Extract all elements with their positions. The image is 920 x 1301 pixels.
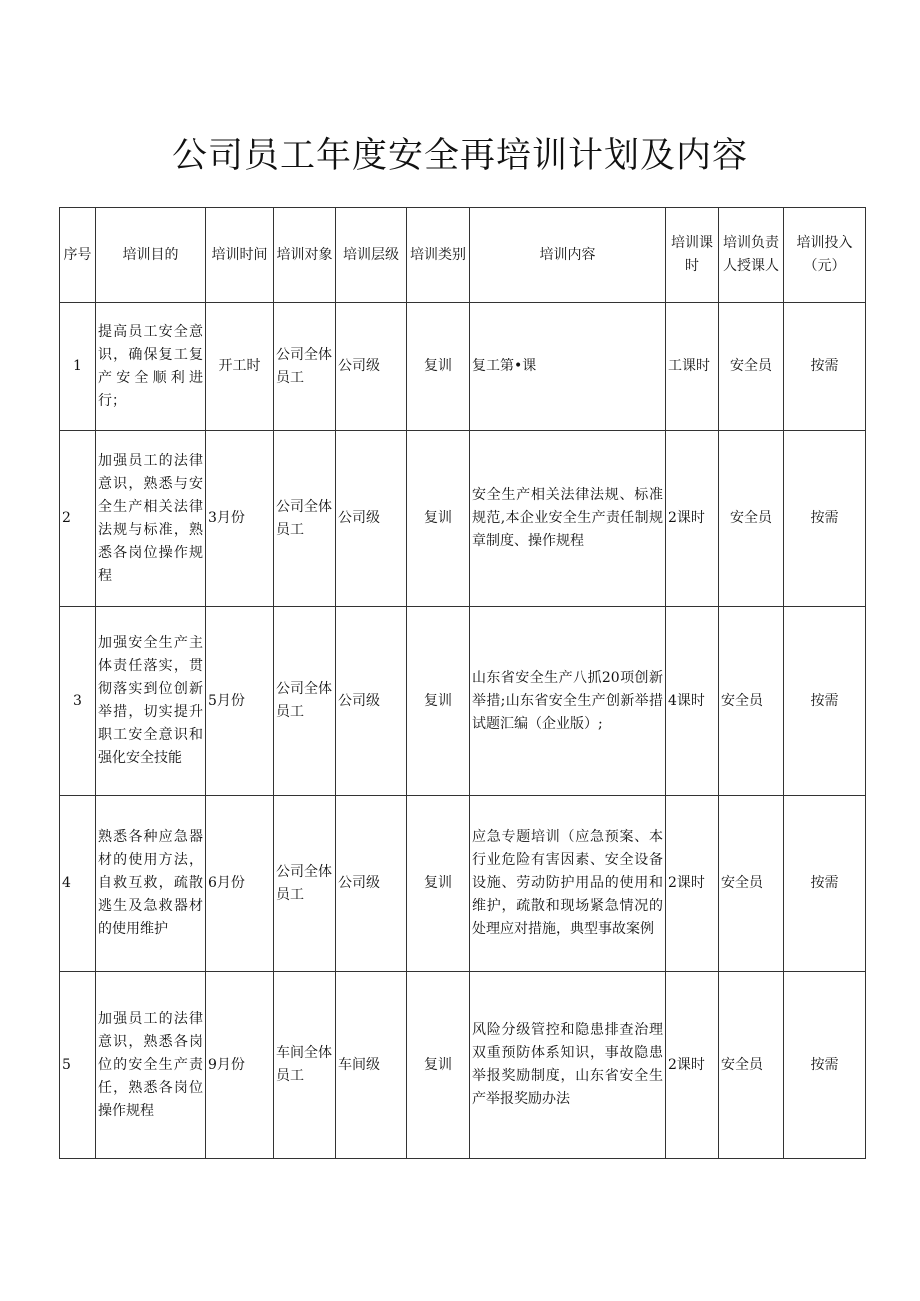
header-index: 序号 <box>60 208 96 303</box>
row-hours: 4课时 <box>666 607 719 796</box>
header-content: 培训内容 <box>470 208 666 303</box>
row-time: 5月份 <box>206 607 274 796</box>
row-hours: 工课时 <box>666 303 719 431</box>
row-level: 公司级 <box>336 431 407 607</box>
header-hours: 培训课时 <box>666 208 719 303</box>
row-investment: 按需 <box>784 607 866 796</box>
table-header-row <box>60 208 866 303</box>
row-audience: 车间全体员工 <box>274 972 336 1159</box>
row-purpose: 加强员工的法律意识，熟悉与安全生产相关法律法规与标准，熟悉各岗位操作规程 <box>96 431 206 607</box>
row-purpose: 加强员工的法律意识，熟悉各岗位的安全生产责任，熟悉各岗位操作规程 <box>96 972 206 1159</box>
row-lecturer: 安全员 <box>719 972 784 1159</box>
row-investment: 按需 <box>784 796 866 972</box>
header-purpose: 培训目的 <box>96 208 206 303</box>
header-category: 培训类别 <box>407 208 470 303</box>
row-lecturer: 安全员 <box>719 431 784 607</box>
row-category: 复训 <box>407 431 470 607</box>
row-lecturer: 安全员 <box>719 607 784 796</box>
row-category: 复训 <box>407 972 470 1159</box>
header-level: 培训层级 <box>336 208 407 303</box>
row-index: 2 <box>60 431 96 607</box>
row-index: 5 <box>60 972 96 1159</box>
table-row <box>60 303 866 431</box>
header-time: 培训时间 <box>206 208 274 303</box>
row-time: 3月份 <box>206 431 274 607</box>
table-row <box>60 607 866 796</box>
training-plan-table <box>59 207 866 1159</box>
row-content: 风险分级管控和隐患排查治理双重预防体系知识，事故隐患举报奖励制度，山东省安全生产举报奖励办法 <box>470 972 666 1159</box>
row-index: 4 <box>60 796 96 972</box>
row-level: 公司级 <box>336 303 407 431</box>
row-hours: 2课时 <box>666 972 719 1159</box>
row-index: 1 <box>60 303 96 431</box>
row-category: 复训 <box>407 303 470 431</box>
table-row <box>60 972 866 1159</box>
row-category: 复训 <box>407 607 470 796</box>
row-content: 复工第•课 <box>470 303 666 431</box>
row-purpose: 加强安全生产主体责任落实，贯彻落实到位创新举措，切实提升职工安全意识和强化安全技能 <box>96 607 206 796</box>
row-purpose: 熟悉各种应急器材的使用方法，自救互救，疏散逃生及急救器材的使用维护 <box>96 796 206 972</box>
row-category: 复训 <box>407 796 470 972</box>
header-investment: 培训投入（元） <box>784 208 866 303</box>
row-investment: 按需 <box>784 972 866 1159</box>
row-lecturer: 安全员 <box>719 796 784 972</box>
header-audience: 培训对象 <box>274 208 336 303</box>
row-content: 山东省安全生产八抓20项创新举措;山东省安全生产创新举措试题汇编（企业版）; <box>470 607 666 796</box>
row-investment: 按需 <box>784 431 866 607</box>
header-lecturer: 培训负责人授课人 <box>719 208 784 303</box>
row-index: 3 <box>60 607 96 796</box>
row-time: 开工时 <box>206 303 274 431</box>
row-investment: 按需 <box>784 303 866 431</box>
row-level: 公司级 <box>336 796 407 972</box>
row-time: 6月份 <box>206 796 274 972</box>
row-purpose: 提高员工安全意识，确保复工复产安全顺利进行； <box>96 303 206 431</box>
table-row <box>60 796 866 972</box>
row-hours: 2课时 <box>666 796 719 972</box>
row-level: 公司级 <box>336 607 407 796</box>
table-row <box>60 431 866 607</box>
row-time: 9月份 <box>206 972 274 1159</box>
page-title: 公司员工年度安全再培训计划及内容 <box>171 136 748 176</box>
row-level: 车间级 <box>336 972 407 1159</box>
row-audience: 公司全体员工 <box>274 303 336 431</box>
row-content: 安全生产相关法律法规、标准规范,本企业安全生产责任制规章制度、操作规程 <box>470 431 666 607</box>
row-audience: 公司全体员工 <box>274 607 336 796</box>
row-audience: 公司全体员工 <box>274 796 336 972</box>
row-audience: 公司全体员工 <box>274 431 336 607</box>
row-content: 应急专题培训（应急预案、本行业危险有害因素、安全设备设施、劳动防护用品的使用和维护，疏散和现场紧急情况的处理应对措施，典型事故案例 <box>470 796 666 972</box>
row-hours: 2课时 <box>666 431 719 607</box>
row-lecturer: 安全员 <box>719 303 784 431</box>
